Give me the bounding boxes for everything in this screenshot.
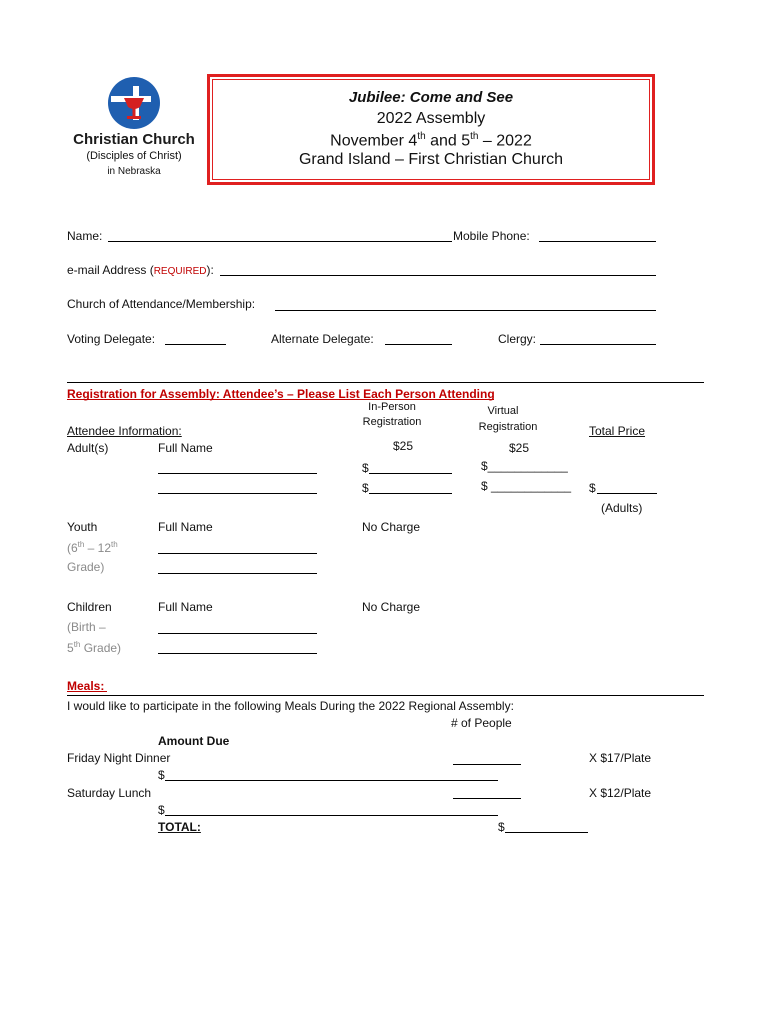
email-label-b: ):	[206, 263, 214, 277]
alternate-delegate-field[interactable]	[385, 344, 452, 345]
dates-part-c: – 2022	[478, 132, 532, 150]
event-dates	[210, 131, 652, 150]
name-label: Name:	[67, 229, 103, 243]
clergy-label: Clergy:	[498, 332, 537, 346]
total-price-field[interactable]	[597, 493, 657, 494]
email-label-a: e-mail Address (	[67, 263, 154, 277]
adults-note: (Adults)	[601, 501, 643, 515]
youth-grade-sup-1: th	[77, 540, 85, 549]
children-grade-a: (Birth –	[67, 620, 106, 634]
saturday-people-field[interactable]	[453, 798, 521, 799]
logo-region: in Nebraska	[107, 166, 161, 177]
event-location: Grand Island – First Christian Church	[298, 151, 564, 168]
saturday-price: X $12/Plate	[589, 786, 652, 800]
meals-amount-due-header: Amount Due	[158, 734, 230, 748]
registration-divider	[67, 382, 704, 383]
saturday-lunch-label: Saturday Lunch	[67, 786, 152, 800]
meals-total-field[interactable]	[505, 832, 588, 833]
virtual-price: $25	[509, 441, 530, 455]
youth-label: Youth	[67, 520, 98, 534]
children-grade-sup: th	[73, 640, 81, 649]
youth-name-field-1[interactable]	[158, 553, 317, 554]
youth-grade-c: Grade)	[67, 560, 105, 574]
youth-grade-range	[67, 540, 118, 555]
children-grade-b: 5	[67, 641, 74, 655]
attendee-info-label: Attendee Information:	[67, 424, 182, 438]
dates-sup-2: th	[470, 131, 479, 142]
youth-grade-sup-2: th	[111, 540, 118, 549]
meals-total-label: TOTAL:	[158, 820, 201, 834]
dates-part-a: November 4	[330, 132, 418, 150]
children-grade-c: Grade)	[80, 641, 122, 655]
virtual-header-2: Registration	[478, 421, 538, 433]
children-label: Children	[67, 600, 112, 614]
youth-no-charge: No Charge	[362, 520, 421, 534]
virtual-amount-field-1[interactable]: $____________	[481, 459, 568, 473]
email-field[interactable]	[220, 275, 656, 276]
meals-intro: I would like to participate in the following Meals During the 2022 Regional Assembly:	[67, 699, 514, 713]
mobile-phone-label: Mobile Phone:	[453, 229, 530, 243]
logo-subtitle: (Disciples of Christ)	[86, 150, 182, 162]
meals-num-people-header: # of People	[451, 716, 512, 730]
youth-grade-b: – 12	[84, 541, 112, 555]
inperson-dollar-2: $	[362, 481, 369, 495]
registration-heading: Registration for Assembly: Attendee’s – Please List Each Person Attending	[67, 387, 495, 401]
children-name-field-2[interactable]	[158, 653, 317, 654]
church-label: Church of Attendance/Membership:	[67, 297, 256, 311]
event-title: Jubilee: Come and See	[348, 89, 514, 106]
inperson-amount-field-1[interactable]	[369, 473, 452, 474]
adult-name-field-1[interactable]	[158, 473, 317, 474]
adult-name-field-2[interactable]	[158, 493, 317, 494]
meals-total-dollar: $	[498, 820, 505, 834]
total-dollar-sign: $	[589, 481, 596, 495]
dates-part-b: and 5	[425, 132, 471, 150]
logo-name: Christian Church	[73, 131, 195, 148]
name-field[interactable]	[108, 241, 452, 242]
virtual-header-1: Virtual	[487, 405, 519, 417]
friday-people-field[interactable]	[453, 764, 521, 765]
friday-dollar: $	[158, 768, 165, 782]
friday-dinner-label: Friday Night Dinner	[67, 751, 171, 765]
dates-sup-1: th	[417, 131, 426, 142]
children-name-field-1[interactable]	[158, 633, 317, 634]
voting-delegate-field[interactable]	[165, 344, 226, 345]
church-field[interactable]	[275, 310, 656, 311]
event-assembly: 2022 Assembly	[376, 110, 486, 127]
youth-full-name-label: Full Name	[158, 520, 213, 534]
youth-name-field-2[interactable]	[158, 573, 317, 574]
inperson-amount-field-2[interactable]	[369, 493, 452, 494]
adults-full-name-label: Full Name	[158, 441, 213, 455]
meals-divider	[67, 695, 704, 696]
voting-delegate-label: Voting Delegate:	[67, 332, 156, 346]
inperson-header-1: In-Person	[368, 401, 416, 413]
email-label	[67, 263, 214, 277]
chalice-emblem-icon	[107, 76, 161, 130]
mobile-phone-field[interactable]	[539, 241, 656, 242]
inperson-price: $25	[393, 439, 414, 453]
meals-heading: Meals:	[67, 679, 105, 693]
meals-heading-underline	[67, 691, 107, 692]
adults-label: Adult(s)	[67, 441, 109, 455]
children-grade-range	[67, 640, 121, 655]
organization-logo	[68, 74, 200, 184]
inperson-header-2: Registration	[362, 416, 422, 428]
virtual-amount-field-2[interactable]: $ ____________	[481, 479, 572, 493]
registration-heading-underline	[67, 399, 494, 400]
children-full-name-label: Full Name	[158, 600, 213, 614]
inperson-dollar-1: $	[362, 461, 369, 475]
total-price-header: Total Price	[589, 424, 646, 438]
youth-grade-a: (6	[67, 541, 78, 555]
saturday-dollar: $	[158, 803, 165, 817]
clergy-field[interactable]	[540, 344, 656, 345]
friday-price: X $17/Plate	[589, 751, 652, 765]
children-no-charge: No Charge	[362, 600, 421, 614]
event-header-box	[207, 74, 655, 185]
friday-amount-field[interactable]	[165, 780, 498, 781]
email-required-text: REQUIRED	[153, 266, 207, 277]
saturday-amount-field[interactable]	[165, 815, 498, 816]
alternate-delegate-label: Alternate Delegate:	[271, 332, 374, 346]
